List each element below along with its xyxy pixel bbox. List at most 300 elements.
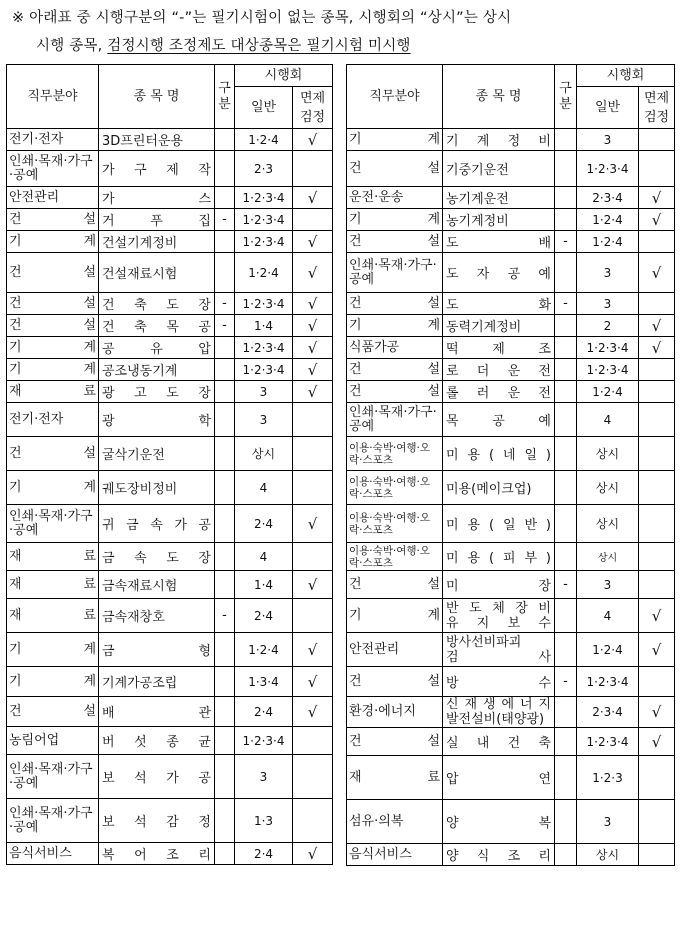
table-row (347, 187, 675, 209)
cell-session: 1·2·4 (577, 209, 639, 231)
cell-session: 1·4 (235, 571, 293, 599)
cell-field: 건 설 (7, 293, 99, 315)
cell-session: 4 (577, 403, 639, 437)
cell-gubun (215, 755, 235, 799)
cell-gubun (555, 437, 577, 471)
exam-table-left (6, 64, 333, 865)
cell-exempt: √ (639, 253, 675, 293)
table-row (347, 337, 675, 359)
cell-gubun (215, 543, 235, 571)
cell-exempt: √ (639, 697, 675, 728)
table-row (7, 697, 333, 727)
cell-field: 전기·전자 (7, 403, 99, 437)
cell-name: 거 푸 집 (99, 209, 215, 231)
cell-field: 기 계 (7, 231, 99, 253)
cell-session: 1·2·4 (235, 633, 293, 667)
cell-name: 동력기계정비 (443, 315, 555, 337)
cell-field: 농림어업 (7, 727, 99, 755)
cell-session: 1·3 (235, 799, 293, 843)
table-row (7, 543, 333, 571)
cell-gubun (215, 129, 235, 151)
cell-exempt (293, 471, 333, 505)
cell-field: 재 료 (7, 571, 99, 599)
table-row (7, 633, 333, 667)
cell-exempt (639, 844, 675, 866)
cell-exempt (639, 293, 675, 315)
cell-name-line: 유 지 보 수 (446, 615, 551, 631)
cell-session: 3 (235, 755, 293, 799)
cell-session: 2·4 (235, 697, 293, 727)
cell-gubun (215, 843, 235, 865)
cell-name: 미 용 ( 피 부 ) (443, 543, 555, 571)
cell-field: 안전관리 (347, 633, 443, 667)
cell-name: 농기계정비 (443, 209, 555, 231)
cell-field: 전기·전자 (7, 129, 99, 151)
notice-line-2-text: 시행 종목, (36, 38, 108, 54)
cell-session: 3 (235, 403, 293, 437)
cell-name: 굴삭기운전 (99, 437, 215, 471)
cell-session: 1·2·4 (577, 381, 639, 403)
cell-name: 광 학 (99, 403, 215, 437)
cell-name: 금 속 도 장 (99, 543, 215, 571)
cell-session: 1·2·4 (235, 129, 293, 151)
cell-gubun (555, 337, 577, 359)
cell-exempt: √ (639, 633, 675, 667)
cell-name: 귀 금 속 가 공 (99, 505, 215, 543)
cell-exempt (639, 505, 675, 543)
cell-field: 건 설 (347, 293, 443, 315)
cell-exempt: √ (293, 337, 333, 359)
cell-field: 재 료 (7, 599, 99, 633)
cell-gubun (555, 505, 577, 543)
cell-name: 농기계운전 (443, 187, 555, 209)
cell-exempt: √ (293, 697, 333, 727)
cell-name: 버 섯 종 균 (99, 727, 215, 755)
cell-session: 3 (577, 253, 639, 293)
cell-gubun: - (555, 667, 577, 697)
table-row (7, 403, 333, 437)
cell-exempt: √ (293, 843, 333, 865)
cell-gubun (215, 187, 235, 209)
cell-exempt (639, 403, 675, 437)
cell-name: 떡 제 조 (443, 337, 555, 359)
cell-exempt (293, 403, 333, 437)
table-row (347, 359, 675, 381)
table-row (7, 843, 333, 865)
cell-field: 건 설 (347, 571, 443, 599)
cell-gubun (215, 359, 235, 381)
cell-name: 기계가공조립 (99, 667, 215, 697)
cell-exempt: √ (639, 337, 675, 359)
cell-gubun (215, 231, 235, 253)
header-gubun-text: 구분 (218, 80, 231, 112)
cell-field: 건 설 (7, 697, 99, 727)
table-row (7, 359, 333, 381)
cell-name: 궤도장비정비 (99, 471, 215, 505)
table-row (347, 543, 675, 571)
cell-name: 도 화 (443, 293, 555, 315)
cell-field: 이용·숙박·여행·오락·스포츠 (347, 505, 443, 543)
table-row (7, 337, 333, 359)
header-gubun (555, 65, 577, 129)
table-row (347, 800, 675, 844)
table-row (347, 231, 675, 253)
cell-field: 건 설 (7, 315, 99, 337)
cell-field: 재 료 (7, 543, 99, 571)
cell-session: 4 (235, 543, 293, 571)
table-row (347, 633, 675, 667)
table-row (347, 844, 675, 866)
header-general: 일반 (235, 87, 293, 129)
cell-session: 4 (577, 599, 639, 633)
table-row (347, 151, 675, 187)
cell-field: 이용·숙박·여행·오락·스포츠 (347, 471, 443, 505)
header-name: 종 목 명 (443, 65, 555, 129)
cell-name: 롤 러 운 전 (443, 381, 555, 403)
cell-gubun (555, 253, 577, 293)
cell-session: 1·2·3·4 (235, 359, 293, 381)
cell-name: 보 석 감 정 (99, 799, 215, 843)
table-row (7, 253, 333, 293)
header-field: 직무분야 (7, 65, 99, 129)
cell-gubun: - (555, 293, 577, 315)
cell-session: 1·2·3·4 (235, 293, 293, 315)
cell-exempt (639, 756, 675, 800)
cell-session: 1·2·3·4 (577, 728, 639, 756)
cell-field: 운전·운송 (347, 187, 443, 209)
cell-session: 2·4 (235, 505, 293, 543)
header-session: 시행회 (577, 65, 675, 87)
cell-exempt: √ (639, 599, 675, 633)
cell-name: 미 용 ( 일 반 ) (443, 505, 555, 543)
header-gubun (215, 65, 235, 129)
cell-field: 환경·에너지 (347, 697, 443, 728)
cell-gubun (215, 799, 235, 843)
cell-name: 양 식 조 리 (443, 844, 555, 866)
cell-exempt: √ (293, 253, 333, 293)
table-row (7, 727, 333, 755)
header-exempt-text: 면제검정 (643, 90, 670, 125)
header-session: 시행회 (235, 65, 333, 87)
cell-session: 1·2·3·4 (235, 209, 293, 231)
cell-gubun (215, 437, 235, 471)
cell-exempt (293, 799, 333, 843)
cell-session: 3 (235, 381, 293, 403)
cell-field: 건 설 (347, 151, 443, 187)
notice-underlined-text: 검정시행 조정제도 대상종목은 필기시험 미시행 (107, 38, 411, 54)
cell-session: 1·2·3·4 (577, 151, 639, 187)
cell-name: 기중기운전 (443, 151, 555, 187)
cell-exempt: √ (639, 728, 675, 756)
cell-session: 1·2·4 (235, 253, 293, 293)
cell-field: 인쇄·목재·가구·공예 (347, 403, 443, 437)
cell-exempt: √ (293, 571, 333, 599)
cell-name-line: 방사선비파괴 (446, 634, 522, 650)
cell-name: 금 형 (99, 633, 215, 667)
cell-field: 재 료 (7, 381, 99, 403)
cell-name-line: 검 사 (446, 649, 551, 665)
cell-name-line: 반 도 체 장 비 (446, 600, 551, 616)
cell-exempt (639, 800, 675, 844)
cell-gubun (215, 253, 235, 293)
cell-name: 공조냉동기계 (99, 359, 215, 381)
cell-gubun (215, 697, 235, 727)
cell-session: 1·2·4 (577, 633, 639, 667)
table-row (347, 129, 675, 151)
cell-exempt (639, 543, 675, 571)
header-exempt-text: 면제검정 (299, 90, 326, 125)
cell-name (443, 599, 555, 633)
cell-exempt: √ (639, 187, 675, 209)
table-row (347, 667, 675, 697)
cell-gubun (555, 129, 577, 151)
cell-name: 건 축 도 장 (99, 293, 215, 315)
cell-field: 기 계 (347, 315, 443, 337)
cell-gubun (555, 381, 577, 403)
cell-gubun (215, 471, 235, 505)
cell-exempt: √ (293, 633, 333, 667)
cell-name: 양 복 (443, 800, 555, 844)
table-row (7, 437, 333, 471)
table-row (7, 599, 333, 633)
cell-gubun: - (215, 599, 235, 633)
cell-name: 광 고 도 장 (99, 381, 215, 403)
cell-name: 압 연 (443, 756, 555, 800)
cell-exempt (639, 231, 675, 253)
cell-session: 2·3·4 (577, 187, 639, 209)
cell-gubun: - (555, 231, 577, 253)
table-row (347, 697, 675, 728)
cell-session: 1·2·3·4 (235, 231, 293, 253)
table-row (7, 381, 333, 403)
cell-exempt (639, 359, 675, 381)
cell-gubun (215, 403, 235, 437)
cell-field: 인쇄·목재·가구·공예 (7, 505, 99, 543)
table-row (347, 505, 675, 543)
table-row (7, 293, 333, 315)
cell-gubun (555, 800, 577, 844)
cell-exempt (293, 727, 333, 755)
table-row (347, 599, 675, 633)
table-row (7, 571, 333, 599)
cell-gubun: - (215, 293, 235, 315)
cell-name: 배 관 (99, 697, 215, 727)
table-row (347, 437, 675, 471)
cell-session: 3 (577, 129, 639, 151)
cell-name: 3D프린터운용 (99, 129, 215, 151)
cell-field: 기 계 (7, 667, 99, 697)
cell-gubun (555, 209, 577, 231)
cell-exempt (639, 571, 675, 599)
table-row (7, 129, 333, 151)
cell-field: 건 설 (7, 209, 99, 231)
cell-name: 가 구 제 작 (99, 151, 215, 187)
table-row (347, 756, 675, 800)
cell-gubun (555, 728, 577, 756)
cell-gubun (215, 571, 235, 599)
cell-name: 미용(메이크업) (443, 471, 555, 505)
cell-field: 기 계 (347, 599, 443, 633)
cell-field: 건 설 (347, 359, 443, 381)
cell-gubun (555, 697, 577, 728)
table-row (347, 253, 675, 293)
cell-session: 1·2·3·4 (577, 667, 639, 697)
cell-exempt: √ (639, 209, 675, 231)
cell-session: 2·4 (235, 599, 293, 633)
cell-session: 상시 (235, 437, 293, 471)
cell-exempt (293, 755, 333, 799)
cell-gubun (215, 337, 235, 359)
cell-exempt (293, 151, 333, 187)
cell-session: 1·2·3·4 (235, 337, 293, 359)
cell-gubun (555, 756, 577, 800)
cell-gubun (215, 381, 235, 403)
cell-session: 1·2·4 (577, 231, 639, 253)
header-name: 종 목 명 (99, 65, 215, 129)
cell-exempt: √ (293, 293, 333, 315)
cell-gubun (555, 844, 577, 866)
table-row (7, 471, 333, 505)
table-row (7, 209, 333, 231)
cell-name: 공 유 압 (99, 337, 215, 359)
cell-session: 상시 (577, 471, 639, 505)
cell-session: 3 (577, 293, 639, 315)
cell-gubun (215, 667, 235, 697)
cell-field: 인쇄·목재·가구·공예 (7, 151, 99, 187)
cell-exempt (639, 381, 675, 403)
cell-gubun (555, 543, 577, 571)
cell-field: 음식서비스 (7, 843, 99, 865)
cell-session: 2·3·4 (577, 697, 639, 728)
cell-gubun (555, 403, 577, 437)
cell-field: 건 설 (347, 231, 443, 253)
cell-exempt: √ (293, 129, 333, 151)
cell-session: 3 (577, 800, 639, 844)
cell-field: 건 설 (7, 437, 99, 471)
cell-gubun (555, 471, 577, 505)
cell-exempt (293, 209, 333, 231)
cell-field: 안전관리 (7, 187, 99, 209)
cell-name-line: 발전설비(태양광) (446, 712, 545, 727)
table-row (7, 799, 333, 843)
cell-field: 기 계 (347, 209, 443, 231)
header-gubun-text: 구분 (559, 80, 572, 112)
cell-field: 건 설 (347, 728, 443, 756)
cell-session: 1·2·3·4 (235, 727, 293, 755)
cell-field: 음식서비스 (347, 844, 443, 866)
cell-session: 상시 (577, 543, 639, 571)
cell-field: 이용·숙박·여행·오락·스포츠 (347, 437, 443, 471)
cell-gubun (555, 187, 577, 209)
cell-session: 2·4 (235, 843, 293, 865)
cell-gubun: - (215, 315, 235, 337)
cell-field: 기 계 (7, 471, 99, 505)
cell-name: 복 어 조 리 (99, 843, 215, 865)
cell-field: 기 계 (7, 359, 99, 381)
table-row (347, 471, 675, 505)
cell-field: 식품가공 (347, 337, 443, 359)
table-row (7, 755, 333, 799)
cell-field: 재 료 (347, 756, 443, 800)
table-row (347, 403, 675, 437)
cell-field: 기 계 (7, 337, 99, 359)
cell-session: 4 (235, 471, 293, 505)
cell-exempt (293, 599, 333, 633)
cell-name: 금속재창호 (99, 599, 215, 633)
cell-gubun (215, 633, 235, 667)
cell-name: 로 더 운 전 (443, 359, 555, 381)
cell-name: 방 수 (443, 667, 555, 697)
cell-exempt (639, 471, 675, 505)
cell-name: 목 공 예 (443, 403, 555, 437)
cell-session: 2·3 (235, 151, 293, 187)
cell-name (443, 633, 555, 667)
cell-field: 이용·숙박·여행·오락·스포츠 (347, 543, 443, 571)
cell-exempt: √ (293, 667, 333, 697)
table-row (347, 571, 675, 599)
cell-name: 실 내 건 축 (443, 728, 555, 756)
cell-session: 상시 (577, 505, 639, 543)
cell-exempt (639, 129, 675, 151)
cell-exempt: √ (293, 187, 333, 209)
table-row (347, 315, 675, 337)
cell-name (443, 697, 555, 728)
table-row (7, 151, 333, 187)
cell-gubun: - (555, 571, 577, 599)
cell-session: 3 (577, 571, 639, 599)
header-field: 직무분야 (347, 65, 443, 129)
cell-exempt (293, 437, 333, 471)
cell-gubun (215, 727, 235, 755)
table-row (347, 728, 675, 756)
cell-name: 도 자 공 예 (443, 253, 555, 293)
cell-exempt (293, 543, 333, 571)
cell-name: 금속재료시험 (99, 571, 215, 599)
cell-name: 미 용 ( 네 일 ) (443, 437, 555, 471)
cell-name: 건설재료시험 (99, 253, 215, 293)
table-row (7, 315, 333, 337)
table-row (347, 293, 675, 315)
cell-exempt (639, 437, 675, 471)
cell-session: 상시 (577, 437, 639, 471)
cell-exempt: √ (293, 359, 333, 381)
cell-session: 2 (577, 315, 639, 337)
cell-name: 가 스 (99, 187, 215, 209)
cell-field: 기 계 (7, 633, 99, 667)
cell-session: 1·2·3·4 (235, 187, 293, 209)
header-general: 일반 (577, 87, 639, 129)
notice-line-2 (36, 32, 411, 60)
cell-field: 기 계 (347, 129, 443, 151)
cell-field: 인쇄·목재·가구·공예 (347, 253, 443, 293)
cell-name: 건설기계정비 (99, 231, 215, 253)
cell-exempt: √ (293, 315, 333, 337)
cell-field: 건 설 (347, 381, 443, 403)
cell-gubun (215, 505, 235, 543)
table-row (7, 505, 333, 543)
cell-session: 1·3·4 (235, 667, 293, 697)
cell-exempt: √ (293, 505, 333, 543)
cell-gubun (555, 315, 577, 337)
cell-gubun (555, 599, 577, 633)
cell-exempt: √ (293, 381, 333, 403)
cell-gubun: - (215, 209, 235, 231)
cell-name: 건 축 목 공 (99, 315, 215, 337)
cell-session: 상시 (577, 844, 639, 866)
table-row (7, 667, 333, 697)
header-exempt (639, 87, 675, 129)
cell-field: 건 설 (347, 667, 443, 697)
